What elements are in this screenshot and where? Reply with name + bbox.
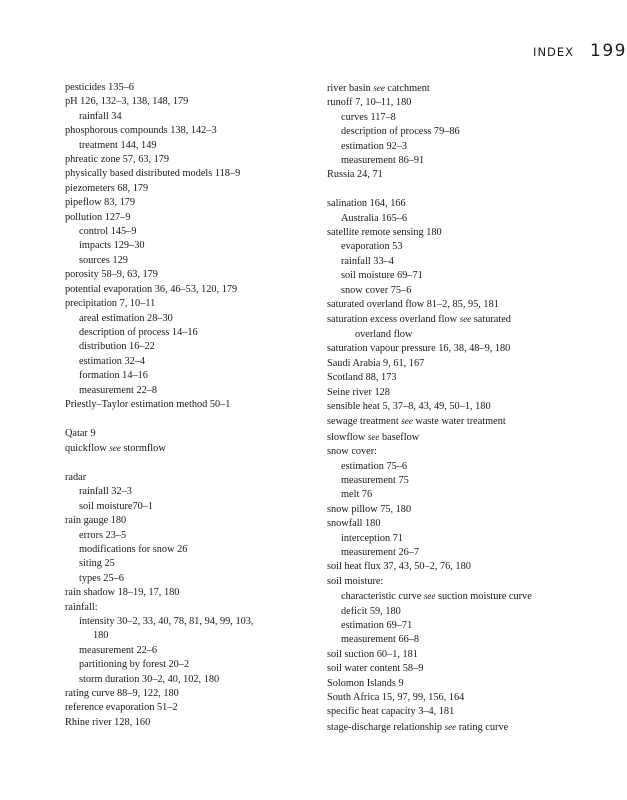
entry-text: estimation 92–3 bbox=[341, 140, 408, 152]
entry-text: runoff 7, 10–11, 180 bbox=[327, 97, 412, 109]
entry-text: Seine river 128 bbox=[327, 386, 390, 398]
entry-text: rain shadow 18–19, 17, 180 bbox=[65, 587, 180, 599]
entry-text: impacts 129–30 bbox=[79, 240, 145, 252]
entry-text: specific heat capacity 3–4, 181 bbox=[327, 706, 455, 718]
index-entry bbox=[327, 575, 587, 589]
entry-text: treatment 144, 149 bbox=[79, 139, 157, 151]
entry-text: phreatic zone 57, 63, 179 bbox=[65, 154, 170, 166]
see-target: saturated bbox=[473, 314, 511, 326]
entry-text: measurement 66–8 bbox=[341, 634, 420, 646]
entry-text: radar bbox=[65, 471, 87, 483]
index-entry bbox=[327, 400, 587, 414]
index-entry bbox=[327, 386, 587, 400]
index-subentry bbox=[65, 485, 305, 499]
index-entry bbox=[327, 226, 587, 240]
entry-text: sources 129 bbox=[79, 254, 128, 266]
letter-group-spacer bbox=[65, 412, 305, 426]
entry-text: estimation 32–4 bbox=[79, 355, 146, 367]
entry-text: snow pillow 75, 180 bbox=[327, 503, 412, 515]
entry-text: physically based distributed models 118–9 bbox=[65, 168, 241, 180]
index-entry bbox=[327, 705, 587, 719]
entry-text: soil moisture70–1 bbox=[79, 500, 154, 512]
entry-text: intensity 30–2, 33, 40, 78, 81, 94, 99, 103, bbox=[79, 616, 254, 627]
see-reference: see bbox=[401, 416, 413, 427]
entry-text: satellite remote sensing 180 bbox=[327, 227, 442, 239]
index-subentry bbox=[65, 326, 305, 340]
index-subentry bbox=[65, 529, 305, 543]
index-entry bbox=[65, 687, 305, 701]
entry-text: rainfall 33–4 bbox=[341, 255, 394, 267]
entry-text: saturation excess overland flow bbox=[327, 314, 458, 326]
entry-text: reference evaporation 51–2 bbox=[65, 702, 178, 714]
entry-text: measurement 22–8 bbox=[79, 384, 158, 396]
entry-text: partitioning by forest 20–2 bbox=[79, 659, 190, 671]
letter-group-spacer bbox=[65, 457, 305, 471]
entry-text: rainfall 32–3 bbox=[79, 486, 132, 498]
entry-text: salination 164, 166 bbox=[327, 198, 406, 210]
index-entry bbox=[327, 503, 587, 517]
entry-text: estimation 69–71 bbox=[341, 620, 413, 632]
index-subentry bbox=[65, 673, 305, 687]
entry-text: soil heat flux 37, 43, 50–2, 76, 180 bbox=[327, 561, 471, 573]
entry-text: evaporation 53 bbox=[341, 241, 403, 253]
index-subentry bbox=[327, 154, 587, 168]
entry-text: modifications for snow 26 bbox=[79, 543, 188, 555]
index-entry bbox=[327, 312, 587, 327]
index-subentry bbox=[327, 212, 587, 226]
entry-text: rainfall 34 bbox=[79, 110, 122, 122]
index-entry bbox=[65, 471, 305, 485]
see-target: baseflow bbox=[381, 431, 420, 443]
entry-text: sewage treatment bbox=[327, 416, 399, 428]
index-subentry bbox=[327, 284, 587, 298]
index-entry bbox=[65, 716, 305, 730]
index-subentry bbox=[327, 460, 587, 474]
index-column-right bbox=[327, 81, 587, 735]
index-entry bbox=[327, 357, 587, 371]
index-entry bbox=[65, 427, 305, 441]
entry-text: soil moisture 69–71 bbox=[341, 270, 423, 282]
see-reference: see bbox=[423, 591, 436, 602]
entry-text: types 25–6 bbox=[79, 572, 124, 584]
index-subentry bbox=[65, 110, 305, 124]
entry-text: formation 14–16 bbox=[79, 370, 148, 382]
index-entry bbox=[65, 601, 305, 615]
entry-text: potential evaporation 36, 46–53, 120, 179 bbox=[65, 283, 238, 295]
letter-group-spacer bbox=[327, 183, 587, 197]
entry-text: quickflow bbox=[65, 443, 107, 455]
index-subentry bbox=[65, 644, 305, 658]
index-subentry bbox=[327, 111, 587, 125]
see-target: stormflow bbox=[123, 443, 166, 455]
index-entry bbox=[327, 342, 587, 356]
entry-text: pesticides 135–6 bbox=[65, 82, 134, 93]
index-entry bbox=[65, 283, 305, 297]
entry-text: saturated overland flow 81–2, 85, 95, 181 bbox=[327, 299, 499, 311]
entry-text: South Africa 15, 97, 99, 156, 164 bbox=[327, 692, 465, 704]
entry-text: siting 25 bbox=[79, 558, 115, 570]
entry-text: Priestly–Taylor estimation method 50–1 bbox=[65, 398, 231, 410]
entry-text: 180 bbox=[93, 630, 109, 642]
index-subentry bbox=[65, 615, 305, 629]
entry-text: soil water content 58–9 bbox=[327, 663, 424, 675]
index-entry bbox=[65, 124, 305, 138]
see-target: catchment bbox=[387, 83, 430, 94]
index-entry bbox=[327, 662, 587, 676]
entry-text: snowfall 180 bbox=[327, 518, 381, 530]
index-entry bbox=[327, 430, 587, 445]
entry-text: melt 76 bbox=[341, 489, 373, 501]
index-subentry bbox=[65, 239, 305, 253]
entry-text: saturation vapour pressure 16, 38, 48–9, 180 bbox=[327, 343, 511, 355]
index-subentry bbox=[65, 500, 305, 514]
index-entry bbox=[327, 298, 587, 312]
index-entry bbox=[65, 268, 305, 282]
entry-text: measurement 86–91 bbox=[341, 155, 425, 167]
entry-text: errors 23–5 bbox=[79, 529, 127, 541]
entry-text: measurement 75 bbox=[341, 474, 409, 486]
index-subentry bbox=[65, 225, 305, 239]
index-entry bbox=[327, 96, 587, 110]
entry-text: description of process 79–86 bbox=[341, 126, 460, 138]
entry-text: Australia 165–6 bbox=[341, 212, 408, 224]
index-subentry bbox=[327, 619, 587, 633]
index-subentry bbox=[65, 139, 305, 153]
entry-text: rating curve 88–9, 122, 180 bbox=[65, 688, 179, 700]
index-subentry bbox=[327, 546, 587, 560]
index-entry bbox=[65, 182, 305, 196]
entry-text: piezometers 68, 179 bbox=[65, 182, 149, 194]
entry-text: estimation 75–6 bbox=[341, 460, 408, 472]
index-subentry bbox=[327, 125, 587, 139]
index-entry bbox=[327, 168, 587, 182]
entry-text: rainfall: bbox=[65, 601, 98, 613]
see-reference: see bbox=[373, 83, 385, 93]
entry-text: curves 117–8 bbox=[341, 111, 396, 123]
entry-text: Qatar 9 bbox=[65, 427, 96, 439]
index-subentry bbox=[327, 328, 587, 342]
see-reference: see bbox=[459, 314, 472, 325]
entry-text: areal estimation 28–30 bbox=[79, 312, 173, 324]
see-reference: see bbox=[444, 721, 457, 732]
page-number: 199 bbox=[590, 41, 627, 61]
index-entry bbox=[65, 211, 305, 225]
entry-text: slowflow bbox=[327, 431, 366, 443]
entry-text: rain gauge 180 bbox=[65, 515, 127, 527]
index-subentry bbox=[327, 605, 587, 619]
entry-text: soil moisture: bbox=[327, 575, 384, 587]
header-label: INDEX bbox=[533, 45, 575, 59]
index-subentry bbox=[327, 589, 587, 604]
index-entry bbox=[65, 167, 305, 181]
entry-text: control 145–9 bbox=[79, 226, 137, 238]
index-subentry bbox=[65, 355, 305, 369]
index-entry bbox=[327, 677, 587, 691]
entry-text: measurement 26–7 bbox=[341, 546, 420, 558]
index-entry bbox=[327, 81, 587, 96]
entry-text: measurement 22–6 bbox=[79, 644, 158, 656]
index-entry bbox=[65, 398, 305, 412]
entry-text: precipitation 7, 10–11 bbox=[65, 298, 156, 310]
entry-text: soil suction 60–1, 181 bbox=[327, 648, 418, 660]
see-target: rating curve bbox=[458, 721, 509, 733]
entry-text: porosity 58–9, 63, 179 bbox=[65, 269, 158, 281]
entry-text: pipeflow 83, 179 bbox=[65, 197, 136, 209]
index-entry bbox=[327, 414, 587, 429]
see-reference: see bbox=[109, 443, 121, 454]
index-column-left bbox=[65, 81, 305, 730]
entry-text: sensible heat 5, 37–8, 43, 49, 50–1, 180 bbox=[327, 400, 491, 412]
index-subentry bbox=[327, 474, 587, 488]
entry-text: Scotland 88, 173 bbox=[327, 372, 397, 384]
index-entry bbox=[65, 441, 305, 456]
index-subentry bbox=[65, 369, 305, 383]
entry-text: distribution 16–22 bbox=[79, 341, 155, 353]
entry-text: deficit 59, 180 bbox=[341, 605, 401, 617]
index-entry bbox=[65, 196, 305, 210]
index-entry bbox=[65, 95, 305, 109]
running-header bbox=[533, 41, 627, 61]
entry-text: Solomon Islands 9 bbox=[327, 677, 404, 689]
index-subentry bbox=[65, 384, 305, 398]
entry-text: pollution 127–9 bbox=[65, 211, 131, 223]
index-entry bbox=[65, 514, 305, 528]
entry-text: Saudi Arabia 9, 61, 167 bbox=[327, 357, 425, 369]
index-entry bbox=[65, 701, 305, 715]
entry-text: Rhine river 128, 160 bbox=[65, 716, 151, 728]
index-entry bbox=[65, 81, 305, 95]
entry-text: phosphorous compounds 138, 142–3 bbox=[65, 125, 217, 137]
index-subentry bbox=[327, 633, 587, 647]
index-subentry bbox=[327, 140, 587, 154]
entry-text: description of process 14–16 bbox=[79, 326, 198, 338]
index-subentry bbox=[65, 340, 305, 354]
index-subentry bbox=[327, 255, 587, 269]
index-subentry bbox=[65, 254, 305, 268]
index-entry bbox=[327, 371, 587, 385]
entry-text: overland flow bbox=[355, 328, 413, 340]
see-target: waste water treatment bbox=[415, 416, 506, 428]
entry-text: storm duration 30–2, 40, 102, 180 bbox=[79, 673, 220, 685]
index-subentry bbox=[65, 658, 305, 672]
index-entry bbox=[327, 560, 587, 574]
index-subentry bbox=[327, 269, 587, 283]
entry-text: stage-discharge relationship bbox=[327, 721, 443, 733]
index-subentry bbox=[65, 312, 305, 326]
entry-text: pH 126, 132–3, 138, 148, 179 bbox=[65, 96, 189, 108]
entry-text: river basin bbox=[327, 83, 371, 94]
index-subentry bbox=[327, 532, 587, 546]
index-entry bbox=[65, 153, 305, 167]
index-entry bbox=[327, 445, 587, 459]
index-entry bbox=[327, 720, 587, 735]
entry-text: snow cover 75–6 bbox=[341, 284, 412, 296]
entry-text: characteristic curve bbox=[341, 591, 422, 603]
index-subentry bbox=[65, 557, 305, 571]
entry-text: snow cover: bbox=[327, 446, 378, 458]
index-subentry bbox=[327, 240, 587, 254]
entry-text: Russia 24, 71 bbox=[327, 169, 383, 181]
index-entry bbox=[65, 586, 305, 600]
index-subentry bbox=[327, 488, 587, 502]
index-entry bbox=[327, 648, 587, 662]
see-target: suction moisture curve bbox=[437, 591, 532, 603]
index-subentry bbox=[65, 572, 305, 586]
index-subentry bbox=[65, 629, 305, 643]
index-entry bbox=[327, 517, 587, 531]
index-subentry bbox=[65, 543, 305, 557]
entry-text: interception 71 bbox=[341, 532, 404, 544]
index-entry bbox=[327, 691, 587, 705]
index-entry bbox=[65, 297, 305, 311]
index-entry bbox=[327, 197, 587, 211]
see-reference: see bbox=[367, 431, 380, 442]
